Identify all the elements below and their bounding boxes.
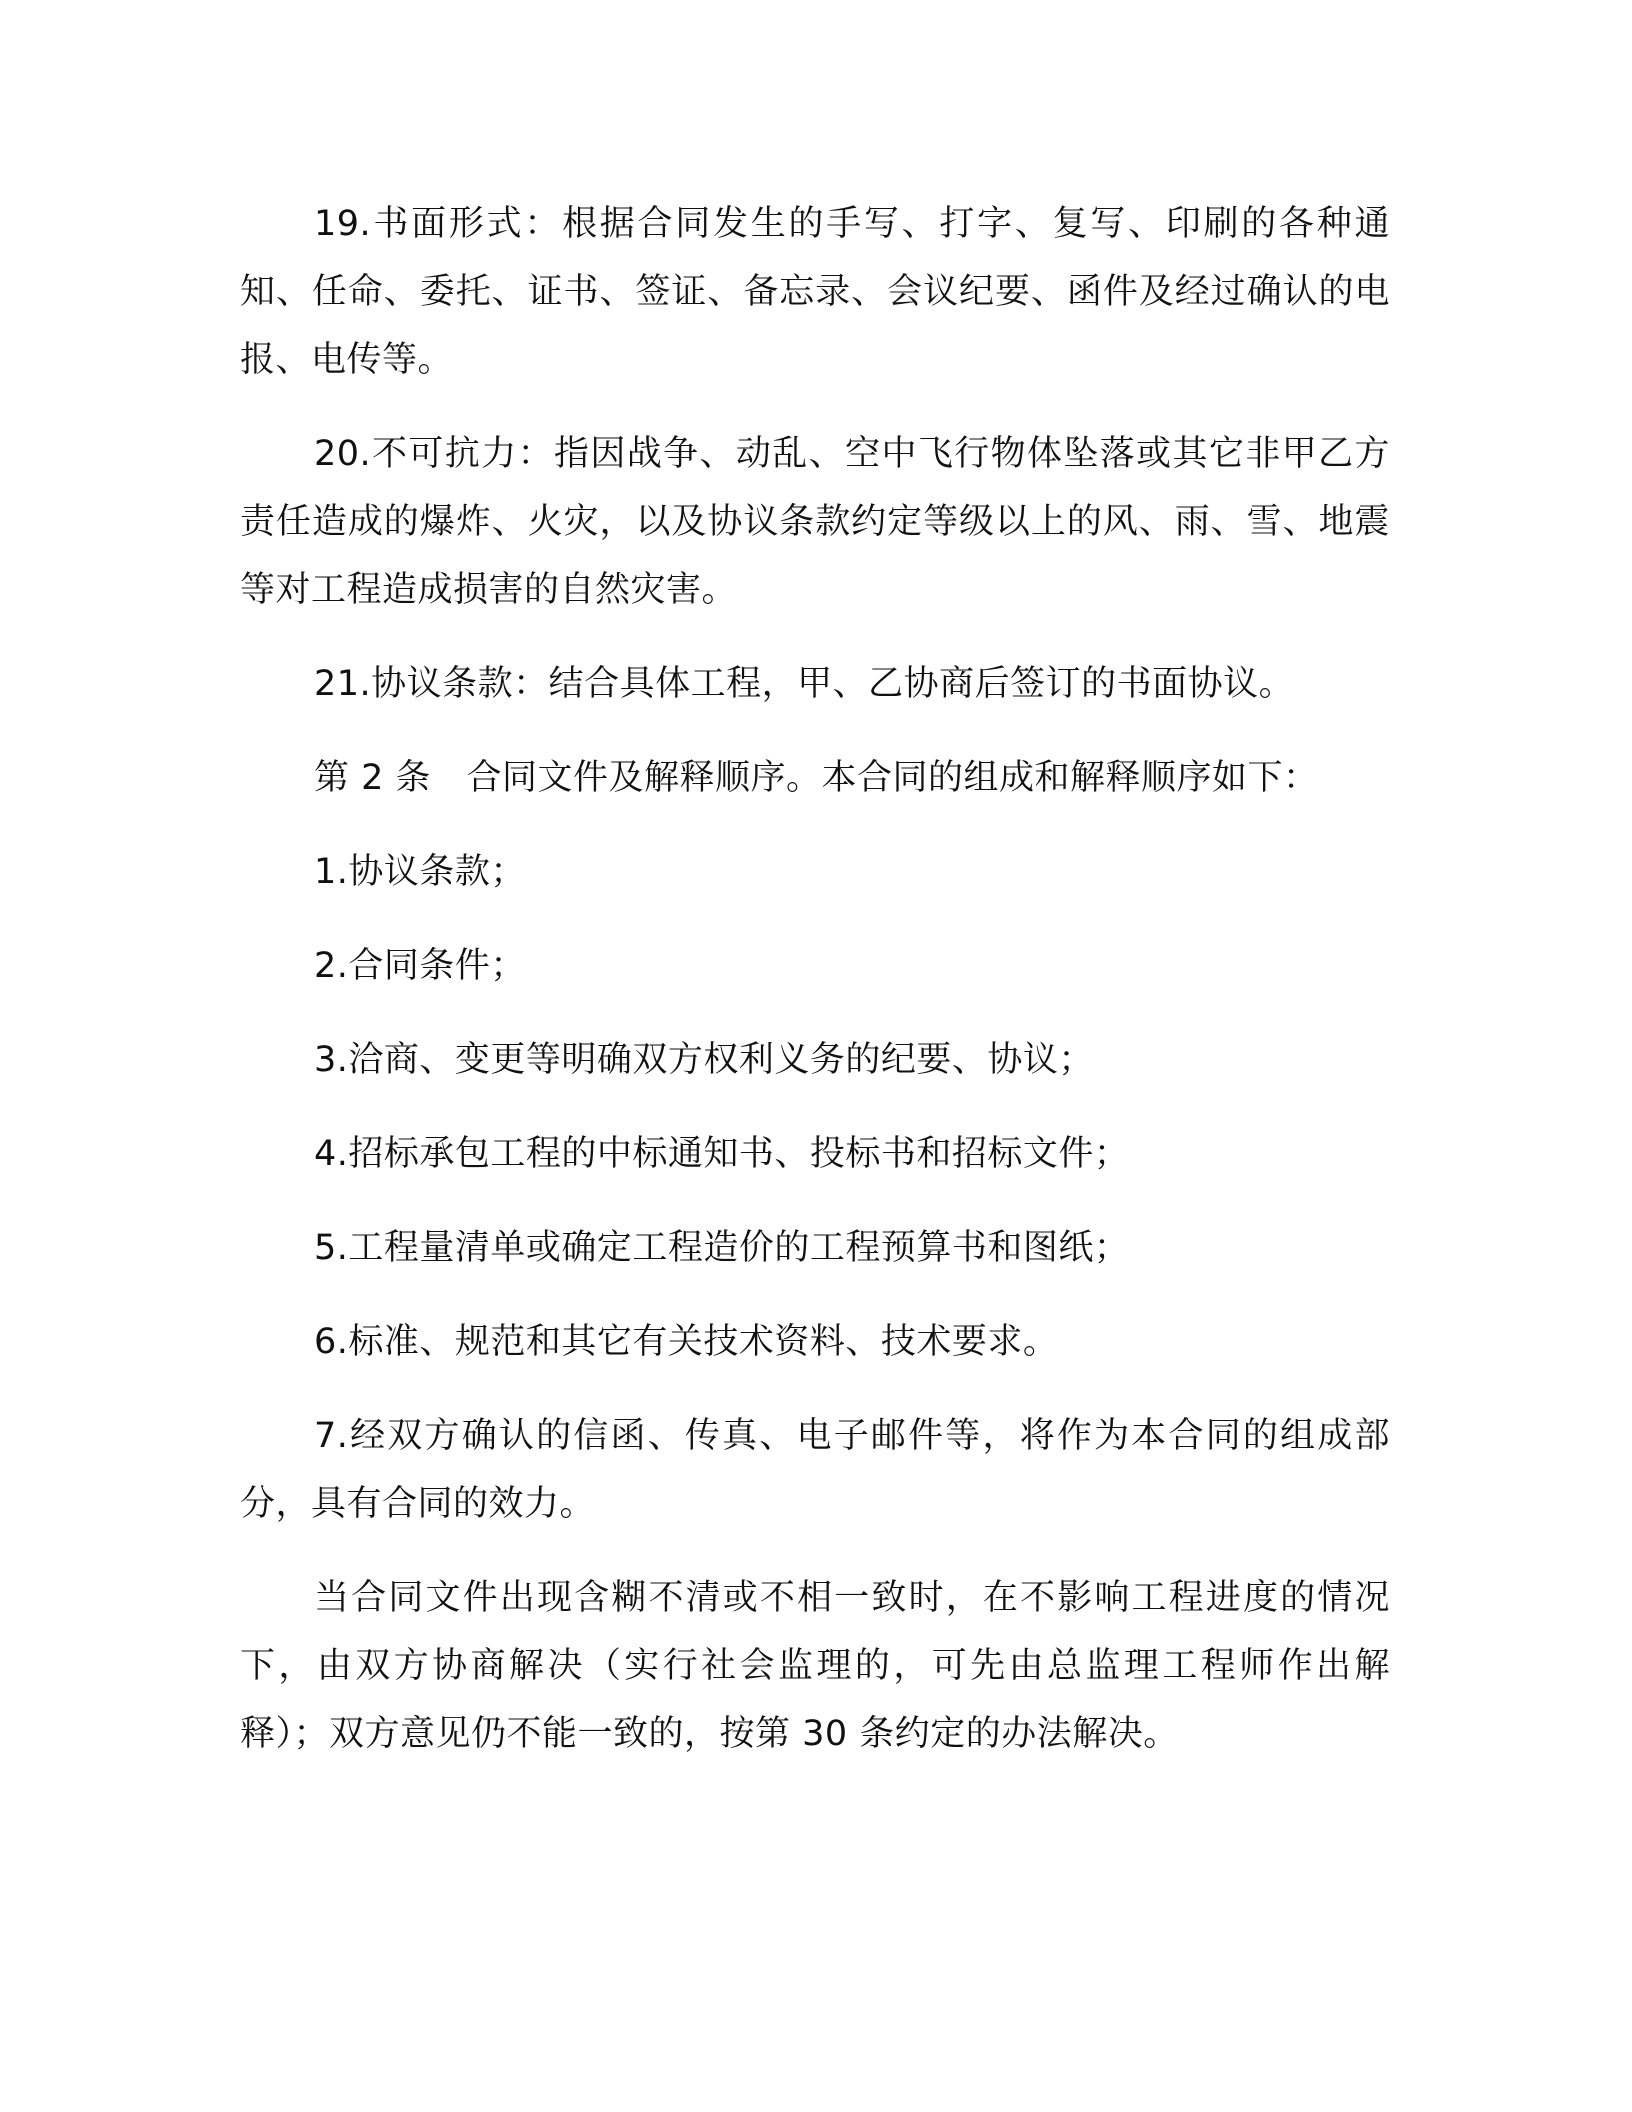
list-item-1: 1.协议条款； (314, 852, 526, 892)
list-item-5: 5.工程量清单或确定工程造价的工程预算书和图纸； (314, 1228, 1130, 1268)
document-body (240, 190, 1390, 1794)
list-item-6: 6.标准、规范和其它有关技术资料、技术要求。 (314, 1322, 1059, 1362)
list-item-3: 3.洽商、变更等明确双方权利义务的纪要、协议； (314, 1040, 1094, 1080)
list-item-4: 4.招标承包工程的中标通知书、投标书和招标文件； (314, 1134, 1130, 1174)
paragraph-written-form: 19.书面形式：根据合同发生的手写、打字、复写、印刷的各种通知、任命、委托、证书、签证、备忘录、会议纪要、函件及经过确认的电报、电传等。 (240, 204, 1390, 380)
list-item-7: 7.经双方确认的信函、传真、电子邮件等，将作为本合同的组成部分，具有合同的效力。 (240, 1416, 1390, 1524)
article-2-heading: 第 2 条 合同文件及解释顺序。本合同的组成和解释顺序如下： (314, 758, 1319, 798)
paragraph-force-majeure: 20.不可抗力：指因战争、动乱、空中飞行物体坠落或其它非甲乙方责任造成的爆炸、火灾，以及协议条款约定等级以上的风、雨、雪、地震等对工程造成损害的自然灾害。 (240, 434, 1390, 610)
paragraph-ambiguity-resolution: 当合同文件出现含糊不清或不相一致时，在不影响工程进度的情况下，由双方协商解决（实行社会监理的，可先由总监理工程师作出解释）；双方意见仍不能一致的，按第 30 条约定的办法解决。 (240, 1578, 1390, 1754)
list-item-2: 2.合同条件； (314, 946, 526, 986)
paragraph-agreement-terms: 21.协议条款：结合具体工程，甲、乙协商后签订的书面协议。 (314, 664, 1295, 704)
